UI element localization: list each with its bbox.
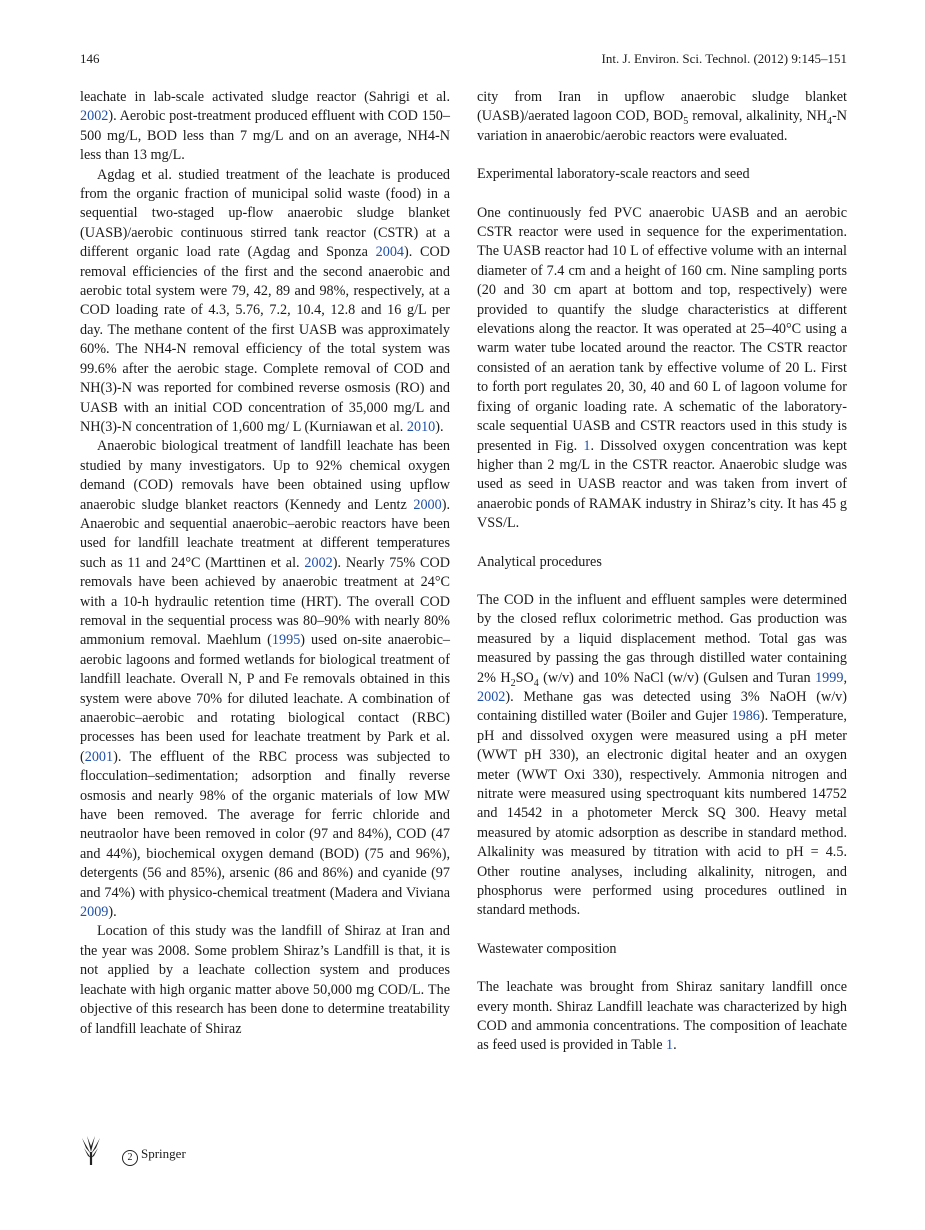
citation-link[interactable]: 2009: [80, 904, 109, 921]
figure-link[interactable]: 1: [583, 437, 591, 454]
page-number: 146: [80, 51, 100, 66]
citation-link[interactable]: 2010: [406, 418, 436, 435]
publisher-name: 2 Springer: [122, 1146, 186, 1166]
left-column: [80, 88, 450, 1039]
citation-link[interactable]: 2002: [304, 554, 333, 571]
citation-link[interactable]: 1986: [731, 708, 760, 725]
section-heading: Analytical procedures: [477, 553, 602, 570]
citation-link[interactable]: 2001: [84, 748, 114, 765]
paragraph: The leachate was brought from Shiraz sanitary landfill once every month. Shiraz Landfill leachate was characterized by high COD and ammonia concentrations. The composition of leachate as feed used is provided in Table 1.: [477, 979, 847, 1054]
springer-logo-icon: [80, 1134, 102, 1166]
paragraph: Agdag et al. studied treatment of the leachate is produced from the organic fraction of municipal solid waste (food) in a sequential two-staged up-flow anaerobic sludge blanket (UASB)/aerobic continuous stirred tank reactor (CSTR) at a different organic load rate (Agdag and Sponza 2004). COD removal efficiencies of the first and the second anaerobic and aerobic total system were 79, 42, 89 and 98%, respectively, at a COD loading rate of 4.3, 5.76, 7.2, 10.4, 12.8 and 16 g/L per day. The methane content of the first UASB was approximately 60%. The NH4-N removal efficiency of the total system was 99.6% after the aerobic stage. Complete removal of COD and NH(3)-N was reported for combined reverse osmosis (RO) and UASB with an initial COD concentration of 35,000 mg/L and NH(3)-N concentration of 1,600 mg/ L (Kurniawan et al. 2010).: [80, 166, 450, 435]
running-header: [80, 50, 847, 70]
citation-link[interactable]: 1999: [815, 669, 844, 686]
paragraph: city from Iran in upflow anaerobic sludge blanket (UASB)/aerated lagoon COD, $BOD_5$ removal, alkalinity, $NH_4-N$ variation in anaerobic/aerobic reactors were evaluated.: [477, 89, 847, 144]
citation-link[interactable]: 2004: [375, 244, 405, 261]
table-link[interactable]: 1: [666, 1037, 674, 1054]
paragraph: Anaerobic biological treatment of landfill leachate has been studied by many investigators. Up to 92% chemical oxygen demand (COD) removals have been obtained using upflow anaerobic sludge blanket reactors (Kennedy and Lentz 2000). Anaerobic and sequential anaerobic–aerobic reactors have been used for landfill leachate treatment at different temperatures such as 11 and 24°C (Marttinen et al. 2002). Nearly 75% COD removals have been achieved by anaerobic treatment at 24°C with a 10-h hydraulic retention time (HRT). The overall COD removal in the sequential process was 80–90% with nearly 80% ammonium removal. Maehlum (1995) used on-site anaerobic–aerobic lagoons and formed wetlands for biological treatment of landfill leachate. Overall N, P and Fe removals obtained in this system were above 70% for diluted leachate. A combination of anaerobic–aerobic and rotating biological contact (RBC) processes has been used for leachate treatment by Park et al. (2001). The effluent of the RBC process was subjected to flocculation–sedimentation; adsorption and finally reverse osmosis and nearly 98% of the organic materials of low MW have been removed. The average for ferric chloride and neutraolor have been removed in color (97 and 84%), COD (47 and 44%), biochemical oxygen demand (BOD) (75 and 96%), detergents (56 and 85%), arsenic (86 and 86%) and cyanide (97 and 74%) with physico-chemical treatment (Madera and Viviana 2009).: [80, 438, 450, 921]
springer-mark-icon: 2: [122, 1150, 138, 1166]
footer: [80, 1134, 380, 1168]
section-heading: Wastewater composition: [477, 940, 617, 957]
citation-link[interactable]: 2000: [413, 496, 442, 513]
citation-link[interactable]: 2002: [477, 688, 506, 705]
section-heading: Experimental laboratory-scale reactors and seed: [477, 166, 750, 183]
right-column: [477, 88, 847, 1056]
paragraph: leachate in lab-scale activated sludge reactor (Sahrigi et al. 2002). Aerobic post-treatment produced effluent with COD 150–500 mg/L, BOD less than 7 mg/L and on an average, NH4-N less than 13 mg/L.: [80, 89, 450, 164]
citation-link[interactable]: 2002: [80, 108, 109, 125]
paragraph: The COD in the influent and effluent samples were determined by the closed reflux colorimetric method. Gas production was measured by a liquid displacement method. Total gas was measured by passing the gas through distilled water containing 2% $H_2SO_4$ (w/v) and 10% NaCl (w/v) (Gulsen and Turan 1999, 2002). Methane gas was detected using 3% NaOH (w/v) containing distilled water (Boiler and Gujer 1986). Temperature, pH and dissolved oxygen were measured using a pH meter (WWT pH 330), an electronic digital heater and an oxygen meter (WWT Oxi 330), respectively. Ammonia nitrogen and nitrate were measured using spectroquant kits numbered 14752 and 14542 in a photometer Merck SQ 300. Heavy metal measured by atomic adsorption as describe in standard method. Alkalinity was measured by titration with acid to pH = 4.5. Other routine analyses, including alkalinity, nitrogen, and phosphorus were performed using procedures outlined in standard methods.: [477, 591, 847, 919]
citation-link[interactable]: 1995: [271, 632, 301, 649]
paragraph: One continuously fed PVC anaerobic UASB and an aerobic CSTR reactor were used in sequence for the experimentation. The UASB reactor had 10 L of effective volume with an internal diameter of 7.4 cm and a height of 160 cm. Nine sampling ports (20 and 30 cm apart at bottom and top, respectively) were provided to quantify the sludge characteristics at different elevations along the reactor. It was operated at 25–40°C using a warm water tube located around the reactor. The CSTR reactor consisted of an aeration tank by effective volume of 20 L. First to forth port regulates 20, 30, 40 and 60 L of lagoon volume for fixing of organic loading rate. A schematic of the laboratory-scale sequential UASB and CSTR reactors used in this study is presented in Fig. 1. Dissolved oxygen concentration was kept higher than 2 mg/L in the CSTR reactor. Anaerobic sludge was used as seed in UASB reactor and was taken from invert of anaerobic ponds of RAMAK industry in Shiraz’s city. It has 45 g VSS/L.: [477, 204, 847, 532]
journal-citation: Int. J. Environ. Sci. Technol. (2012) 9:145–151: [601, 51, 847, 66]
paragraph: Location of this study was the landfill of Shiraz at Iran and the year was 2008. Some problem Shiraz’s Landfill is that, it is not applied by a leachate collection system and produces leachate with high organic matter above 50,000 mg COD/L. The objective of this research has been done to determine treatability of landfill leachate of Shiraz: [80, 923, 450, 1037]
